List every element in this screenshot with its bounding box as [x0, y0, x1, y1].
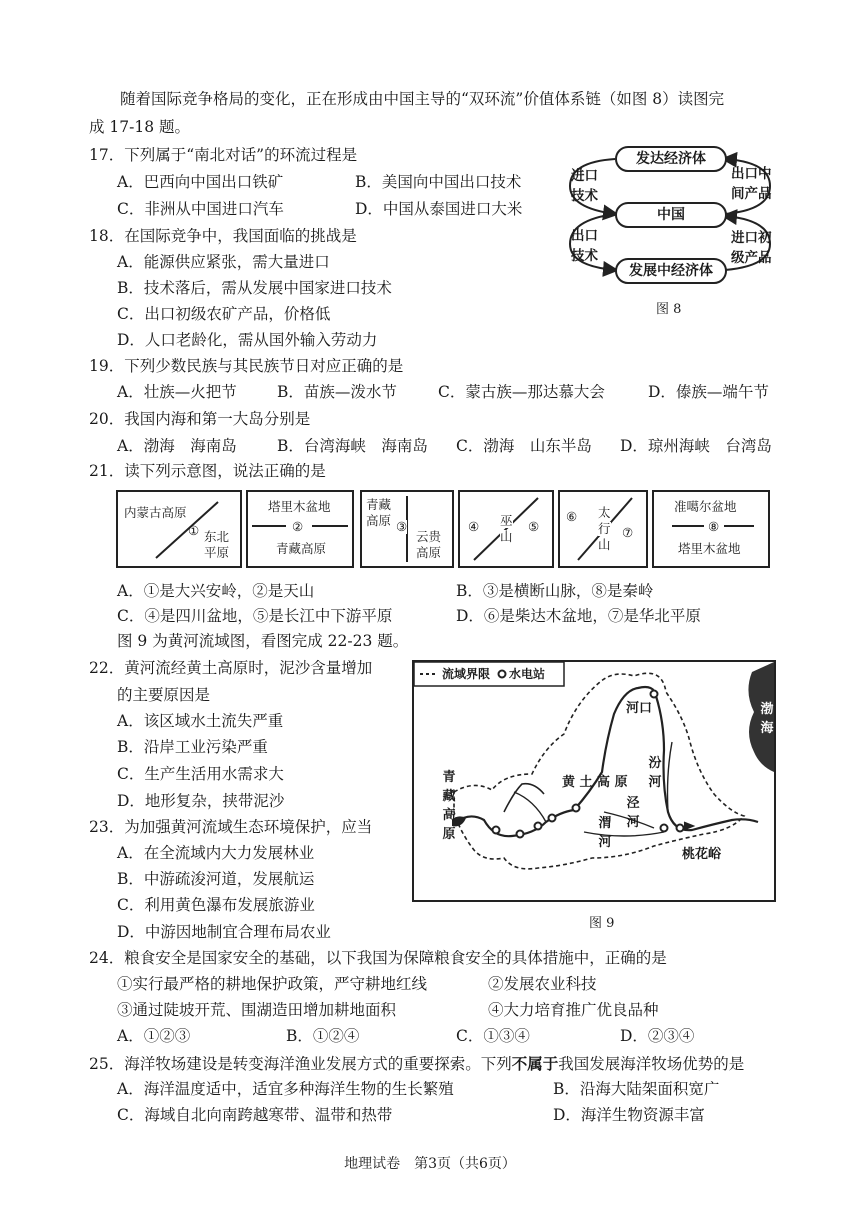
- q21-option-a[interactable]: A．①是大兴安岭，②是天山: [117, 582, 315, 600]
- fig9-char: 泾: [626, 796, 640, 811]
- fig9-huangtu-label: 黄 土 高 原: [562, 775, 628, 790]
- q22-option-c[interactable]: C．生产生活用水需求大: [117, 765, 284, 783]
- q24-item-4: ④大力培育推广优良品种: [488, 1001, 659, 1019]
- q18-option-c[interactable]: C．出口初级农矿产品，价格低: [117, 305, 331, 323]
- fig21-box1-top: 内蒙古高原: [124, 505, 187, 520]
- page-footer: 地理试卷 第3页（共6页）: [344, 1156, 516, 1172]
- fig21-box-5: [558, 490, 648, 568]
- q22-option-a[interactable]: A．该区域水土流失严重: [117, 712, 284, 730]
- q20-option-c[interactable]: C．渤海 山东半岛: [456, 437, 592, 455]
- fig21-box-3: [360, 490, 454, 568]
- fig21-box5-m3: 山: [598, 537, 611, 552]
- q24-option-a[interactable]: A．①②③: [117, 1027, 191, 1045]
- fig9-char: 青: [442, 770, 456, 785]
- fig8-label-line: 技术: [571, 188, 598, 204]
- fig21-box6-num: ⑧: [708, 519, 720, 534]
- fig9-char: 海: [760, 721, 774, 736]
- q18-option-a[interactable]: A．能源供应紧张，需大量进口: [117, 253, 330, 271]
- q23-option-b[interactable]: B．中游疏浚河道，发展航运: [117, 870, 315, 888]
- q18-option-b[interactable]: B．技术落后，需从发展中国家进口技术: [117, 279, 392, 297]
- q21-option-b[interactable]: B．③是横断山脉，⑧是秦岭: [456, 582, 654, 600]
- fig21-box4-m2: 山: [500, 529, 513, 544]
- fig9-fen-label: [648, 754, 662, 792]
- fig8-caption: 图 8: [656, 302, 682, 317]
- fig8-china-box: 中国: [615, 202, 727, 228]
- q25-option-c[interactable]: C．海域自北向南跨越寒带、温带和热带: [117, 1106, 393, 1124]
- q24-item-2: ②发展农业科技: [488, 975, 597, 993]
- fig21-box3-br2: 高原: [416, 545, 442, 560]
- q17-option-b[interactable]: B．美国向中国出口技术: [355, 173, 522, 191]
- fig8-left-top-label: [571, 166, 598, 206]
- fig9-char: 渭: [598, 816, 612, 831]
- fig21-box5-n2: ⑦: [622, 525, 634, 540]
- q22-stem-1: 22．黄河流经黄土高原时，泥沙含量增加: [89, 659, 373, 677]
- fig21-box1-num: ①: [188, 523, 200, 538]
- q25-option-b[interactable]: B．沿海大陆架面积宽广: [553, 1080, 720, 1098]
- fig21-box1-br2: 平原: [204, 545, 230, 560]
- q25-stem-bold: 不属于: [511, 1054, 559, 1073]
- fig9-char: 原: [442, 827, 456, 842]
- fig21-box2-top: 塔里木盆地: [268, 499, 331, 514]
- q23-option-d[interactable]: D．中游因地制宜合理布局农业: [117, 923, 331, 941]
- fig9-char: 汾: [648, 756, 662, 771]
- fig8-label-line: 技术: [571, 248, 598, 264]
- fig9-jing-label: [626, 794, 640, 832]
- fig8-developing-box: 发展中经济体: [615, 258, 727, 284]
- q17-option-c[interactable]: C．非洲从中国进口汽车: [117, 200, 284, 218]
- q21-option-c[interactable]: C．④是四川盆地，⑤是长江中下游平原: [117, 607, 393, 625]
- q24-option-c[interactable]: C．①③④: [456, 1027, 530, 1045]
- q22-stem-2: 的主要原因是: [117, 686, 211, 704]
- fig8-label-line: 进口: [571, 168, 598, 184]
- q25-option-a[interactable]: A．海洋温度适中，适宜多种海洋生物的生长繁殖: [117, 1080, 454, 1098]
- fig9-char: 河: [648, 775, 662, 790]
- q19-option-c[interactable]: C．蒙古族—那达慕大会: [438, 383, 605, 401]
- fig9-char: 藏: [442, 789, 456, 804]
- fig21-box2-num: ②: [292, 519, 304, 534]
- fig8-label-line: 出口中: [731, 166, 772, 182]
- fig21-box5-n1: ⑥: [566, 509, 578, 524]
- q19-option-b[interactable]: B．苗族—泼水节: [277, 383, 397, 401]
- q18-option-d[interactable]: D．人口老龄化，需从国外输入劳动力: [117, 331, 378, 349]
- q25-stem: [89, 1056, 744, 1073]
- q24-item-3: ③通过陡坡开荒、围湖造田增加耕地面积: [117, 1001, 397, 1019]
- fig21-box4-n2: ⑤: [528, 519, 540, 534]
- fig21-box6-top: 准噶尔盆地: [674, 499, 737, 514]
- q19-stem: 19．下列少数民族与其民族节日对应正确的是: [89, 357, 404, 375]
- q20-option-a[interactable]: A．渤海 海南岛: [117, 437, 237, 455]
- q18-stem: 18．在国际竞争中，我国面临的挑战是: [89, 227, 357, 245]
- fig21-box-1: [116, 490, 242, 568]
- fig9-wei-label: [598, 814, 612, 852]
- fig8-developed-box: 发达经济体: [615, 146, 727, 172]
- fig9-hekou-label: 河口: [626, 701, 653, 716]
- q24-item-1: ①实行最严格的耕地保护政策，严守耕地红线: [117, 975, 428, 993]
- q23-stem: 23．为加强黄河流域生态环境保护，应当: [89, 818, 373, 836]
- fig9-bohai-label: [760, 700, 774, 738]
- fig9-qingzang-label: [442, 768, 456, 844]
- fig21-box6-bottom: 塔里木盆地: [678, 541, 741, 556]
- fig8-label-line: 进口初: [731, 230, 772, 246]
- fig21-box4-m1: 巫: [500, 513, 513, 528]
- fig9-legend-boundary: 流域界限: [442, 667, 491, 681]
- fig21-box5-m1: 太: [598, 505, 611, 520]
- fig9-char: 高: [442, 808, 456, 823]
- q24-stem: 24．粮食安全是国家安全的基础，以下我国为保障粮食安全的具体措施中，正确的是: [89, 949, 667, 967]
- q20-option-b[interactable]: B．台湾海峡 海南岛: [277, 437, 428, 455]
- fig9-taohuayu-label: 桃花峪: [682, 847, 722, 862]
- fig21-box5-m2: 行: [598, 521, 611, 536]
- fig21-box-6: [652, 490, 770, 568]
- fig21-box-4: [458, 490, 554, 568]
- intro-line-1: 随着国际竞争格局的变化，正在形成由中国主导的“双环流”价值体系链（如图 8）读图完: [120, 90, 725, 108]
- fig8-label-line: 级产品: [731, 250, 772, 266]
- q17-stem: 17．下列属于“南北对话”的环流过程是: [89, 146, 358, 164]
- q20-option-d[interactable]: D．琼州海峡 台湾岛: [620, 437, 772, 455]
- fig9-legend-station: 水电站: [509, 667, 546, 681]
- q25-option-d[interactable]: D．海洋生物资源丰富: [553, 1106, 705, 1124]
- fig8-left-bottom-label: [571, 226, 598, 266]
- fig8-label-line: 出口: [571, 228, 598, 244]
- q17-option-d[interactable]: D．中国从泰国进口大米: [355, 200, 523, 218]
- fig21-box3-tl2: 高原: [366, 513, 392, 528]
- fig8-right-top-label: [731, 164, 772, 204]
- q19-option-d[interactable]: D．傣族—端午节: [648, 383, 769, 401]
- q23-option-a[interactable]: A．在全流域内大力发展林业: [117, 844, 315, 862]
- fig9-char: 渤: [760, 702, 774, 717]
- q23-option-c[interactable]: C．利用黄色瀑布发展旅游业: [117, 896, 315, 914]
- fig9-caption: 图 9: [589, 916, 615, 931]
- q22-option-d[interactable]: D．地形复杂，挟带泥沙: [117, 792, 285, 810]
- fig21-box3-num: ③: [396, 519, 408, 534]
- fig21-box3-tl1: 青藏: [366, 497, 392, 512]
- fig21-box3-br1: 云贵: [416, 529, 442, 544]
- fig9-char: 河: [598, 835, 612, 850]
- intro-line-2: 成 17-18 题。: [89, 118, 191, 136]
- fig8-label-line: 间产品: [731, 186, 772, 202]
- q17-option-a[interactable]: A．巴西向中国出口铁矿: [117, 173, 284, 191]
- q20-stem: 20．我国内海和第一大岛分别是: [89, 410, 311, 428]
- figure-9-map: [412, 660, 776, 902]
- fig21-box4-n1: ④: [468, 519, 480, 534]
- fig21-box-2: [246, 490, 354, 568]
- fig21-box1-br1: 东北: [204, 529, 230, 544]
- fig8-right-bottom-label: [731, 228, 772, 268]
- fig9-char: 河: [626, 815, 640, 830]
- q21-stem: 21．读下列示意图，说法正确的是: [89, 462, 326, 480]
- q24-option-b[interactable]: B．①②④: [286, 1027, 360, 1045]
- q22-option-b[interactable]: B．沿岸工业污染严重: [117, 738, 268, 756]
- fig21-box2-bottom: 青藏高原: [276, 541, 327, 556]
- q25-stem-pre: 25．海洋牧场建设是转变海洋渔业发展方式的重要探索。下列: [89, 1055, 512, 1073]
- fig9-intro: 图 9 为黄河流域图，看图完成 22-23 题。: [117, 632, 409, 650]
- q24-option-d[interactable]: D．②③④: [620, 1027, 695, 1045]
- q21-option-d[interactable]: D．⑥是柴达木盆地，⑦是华北平原: [456, 607, 701, 625]
- q19-option-a[interactable]: A．壮族—火把节: [117, 383, 237, 401]
- q25-stem-post: 我国发展海洋牧场优势的是: [558, 1055, 745, 1073]
